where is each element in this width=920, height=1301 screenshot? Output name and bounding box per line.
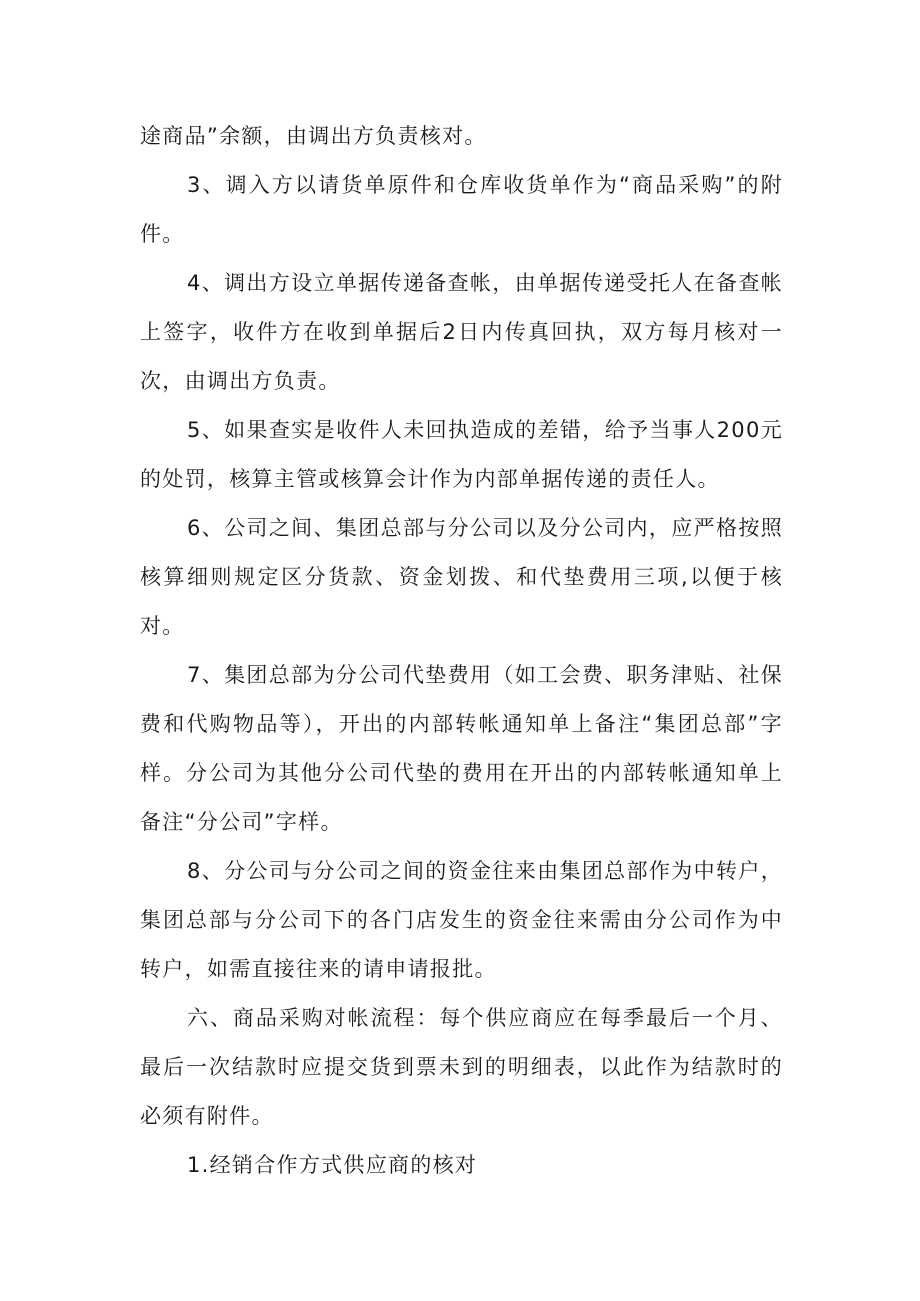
paragraph-item-5: 5、如果查实是收件人未回执造成的差错，给予当事人200元的处罚，核算主管或核算会计作为内部单据传递的责任人。	[140, 418, 783, 491]
paragraph-item-3: 3、调入方以请货单原件和仓库收货单作为“商品采购”的附件。	[140, 173, 783, 246]
paragraph-item-7: 7、集团总部为分公司代垫费用（如工会费、职务津贴、社保费和代购物品等），开出的内部转帐通知单上备注“集团总部”字样。分公司为其他分公司代垫的费用在开出的内部转帐通知单上备注“分公司”字样。	[140, 663, 783, 834]
paragraph-item-4: 4、调出方设立单据传递备查帐，由单据传递受托人在备查帐上签字，收件方在收到单据后2日内传真回执，双方每月核对一次，由调出方负责。	[140, 271, 783, 393]
paragraph-continuation: 途商品”余额，由调出方负责核对。	[140, 124, 487, 148]
subsection-heading-1: 1.经销合作方式供应商的核对	[187, 1153, 478, 1177]
paragraph-item-6: 6、公司之间、集团总部与分公司以及分公司内，应严格按照核算细则规定区分货款、资金划拨、和代垫费用三项,以便于核对。	[140, 516, 783, 638]
document-body	[140, 112, 783, 1190]
paragraph-item-8: 8、分公司与分公司之间的资金往来由集团总部作为中转户，集团总部与分公司下的各门店发生的资金往来需由分公司作为中转户，如需直接往来的请申请报批。	[140, 859, 783, 981]
section-heading-6: 六、商品采购对帐流程：每个供应商应在每季最后一个月、最后一次结款时应提交货到票未到的明细表，以此作为结款时的必须有附件。	[140, 1006, 783, 1128]
